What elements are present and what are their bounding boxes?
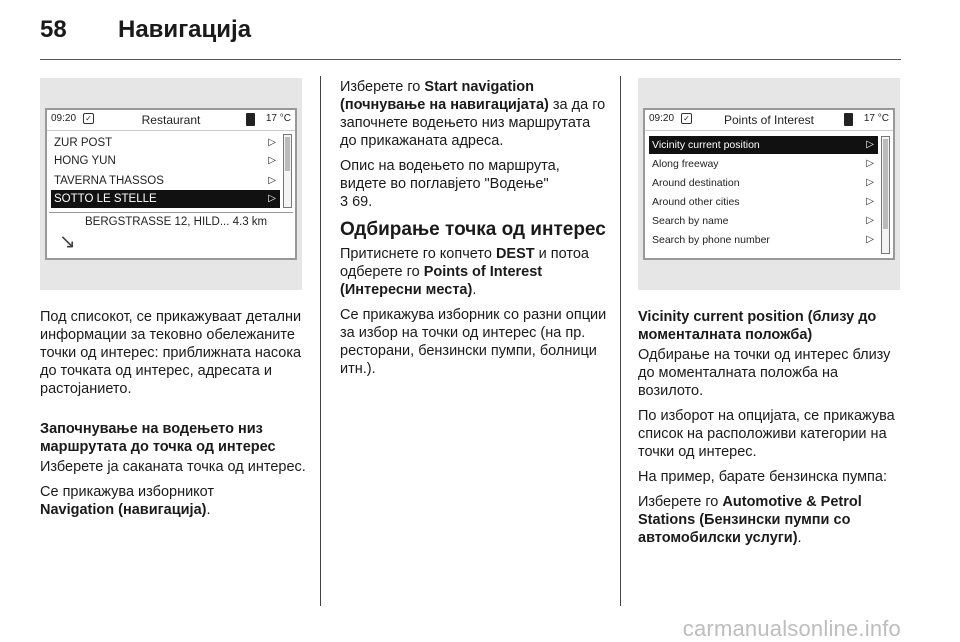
- section-heading: Одбирање точка од интерес: [340, 219, 606, 240]
- list-item[interactable]: [649, 193, 878, 211]
- menu-reference: Points of Interest (Интересни места): [340, 264, 543, 298]
- text: Изберете го: [340, 79, 421, 95]
- page-number: 58: [40, 16, 67, 43]
- column-2: [340, 78, 608, 385]
- menu-reference: Start navigation (почнување на навигацијата): [340, 79, 549, 113]
- list-item-label: Along freeway: [652, 158, 719, 170]
- scrollbar-thumb[interactable]: [285, 137, 290, 171]
- text: Изберете го: [638, 494, 719, 510]
- list-item-label: SOTTO LE STELLE: [54, 193, 157, 205]
- text: Опис на водењето по маршрута, видете во поглавјето "Водење": [340, 158, 560, 192]
- text: Се прикажува изборникот: [40, 484, 215, 500]
- phone-icon: [844, 113, 853, 126]
- phone-icon: [246, 113, 255, 126]
- text: .: [797, 530, 802, 546]
- check-icon: ✓: [83, 113, 94, 124]
- scrollbar[interactable]: [881, 136, 890, 254]
- temperature-label: 17 °C: [265, 113, 291, 124]
- paragraph: По изборот на опцијата, се прикажува список на расположиви категории на точки од интерес.: [638, 408, 895, 460]
- paragraph: [340, 157, 608, 211]
- check-icon: ✓: [681, 113, 692, 124]
- chevron-right-icon: ▷: [866, 158, 874, 169]
- menu-reference: Automotive & Petrol Stations (Бензински пумпи со автомобилски услуги): [638, 494, 862, 546]
- paragraph: На пример, барате бензинска пумпа:: [638, 469, 887, 485]
- chevron-right-icon: ▷: [866, 234, 874, 245]
- list-item-selected[interactable]: [51, 190, 280, 208]
- column-1: [40, 308, 310, 526]
- column-3: [638, 308, 906, 554]
- menu-reference: Navigation (навигација): [40, 502, 207, 518]
- list-item[interactable]: [649, 174, 878, 192]
- section-heading: Vicinity current position (близу до моменталната положба): [638, 309, 877, 343]
- button-reference: DEST: [495, 246, 535, 262]
- list-item-selected[interactable]: [649, 136, 878, 154]
- page-reference: 3 69.: [340, 194, 373, 210]
- watermark-site: carmanualsonline.info: [682, 616, 901, 641]
- header-rule: [40, 59, 901, 60]
- scrollbar-thumb[interactable]: [883, 139, 888, 229]
- list-item-label: Vicinity current position: [652, 139, 760, 151]
- chevron-right-icon: ▷: [268, 175, 276, 186]
- paragraph: [340, 245, 608, 299]
- display-screen: [45, 108, 297, 260]
- screen-title: Restaurant: [141, 113, 201, 127]
- display-screen: [643, 108, 895, 260]
- list-item[interactable]: [649, 212, 878, 230]
- list-item[interactable]: [51, 152, 280, 170]
- clock-label: 09:20: [51, 113, 77, 124]
- screen-header: [47, 110, 295, 131]
- list-item-label: Around destination: [652, 177, 740, 189]
- paragraph: Одбирање на точки од интерес близу до моменталната положба на возилото.: [638, 347, 891, 399]
- paragraph: Се прикажува изборник со разни опции за избор на точки од интерес (на пр. ресторани, бензински пумпи, болници итн.).: [340, 307, 607, 377]
- column-divider: [620, 76, 621, 606]
- chevron-right-icon: ▷: [268, 155, 276, 166]
- list-item-label: Around other cities: [652, 196, 740, 208]
- list-item-label: ZUR POST: [54, 137, 113, 149]
- chevron-right-icon: ▷: [268, 137, 276, 148]
- list-item[interactable]: [51, 134, 280, 152]
- paragraph: Под списокот, се прикажуваат детални информации за тековно обележаните точки од интерес: приближната насока до точката од интерес, адресата и растојанието.: [40, 309, 302, 397]
- paragraph: Изберете ја саканата точка од интерес.: [40, 459, 306, 475]
- chevron-right-icon: ▷: [866, 139, 874, 150]
- list-item-label: Search by phone number: [652, 234, 770, 246]
- clock-label: 09:20: [649, 113, 675, 124]
- chevron-right-icon: ▷: [866, 215, 874, 226]
- page-title: Навигација: [118, 16, 252, 43]
- paragraph: [40, 483, 310, 519]
- chevron-right-icon: ▷: [268, 193, 276, 204]
- list-item-label: HONG YUN: [54, 155, 116, 167]
- text: .: [206, 502, 211, 518]
- list-item[interactable]: [649, 231, 878, 249]
- text: и потоа одберете го: [340, 246, 589, 280]
- list-item[interactable]: [649, 155, 878, 173]
- direction-arrow-icon: ↘: [59, 231, 76, 253]
- text: за да го започнете водењето низ маршрутата до прикажаната адреса.: [340, 97, 606, 149]
- list-item[interactable]: [51, 172, 280, 190]
- temperature-label: 17 °C: [863, 113, 889, 124]
- screen-header: [645, 110, 893, 131]
- list-item-label: TAVERNA THASSOS: [54, 175, 164, 187]
- scrollbar[interactable]: [283, 134, 292, 208]
- screenshot-points-of-interest: [638, 78, 900, 290]
- chevron-right-icon: ▷: [866, 196, 874, 207]
- text: Притиснете го копчето: [340, 246, 492, 262]
- section-heading: Започнување на водењето низ маршрутата до точка од интерес: [40, 421, 276, 455]
- list-item-label: Search by name: [652, 215, 729, 227]
- paragraph: [340, 78, 608, 150]
- detail-bar: [49, 212, 293, 259]
- chevron-right-icon: ▷: [866, 177, 874, 188]
- column-divider: [320, 76, 321, 606]
- address-distance: BERGSTRASSE 12, HILD... 4.3 km: [85, 216, 268, 228]
- paragraph: [638, 493, 906, 547]
- text: .: [472, 282, 477, 298]
- screen-title: Points of Interest: [723, 113, 815, 127]
- screenshot-restaurant: [40, 78, 302, 290]
